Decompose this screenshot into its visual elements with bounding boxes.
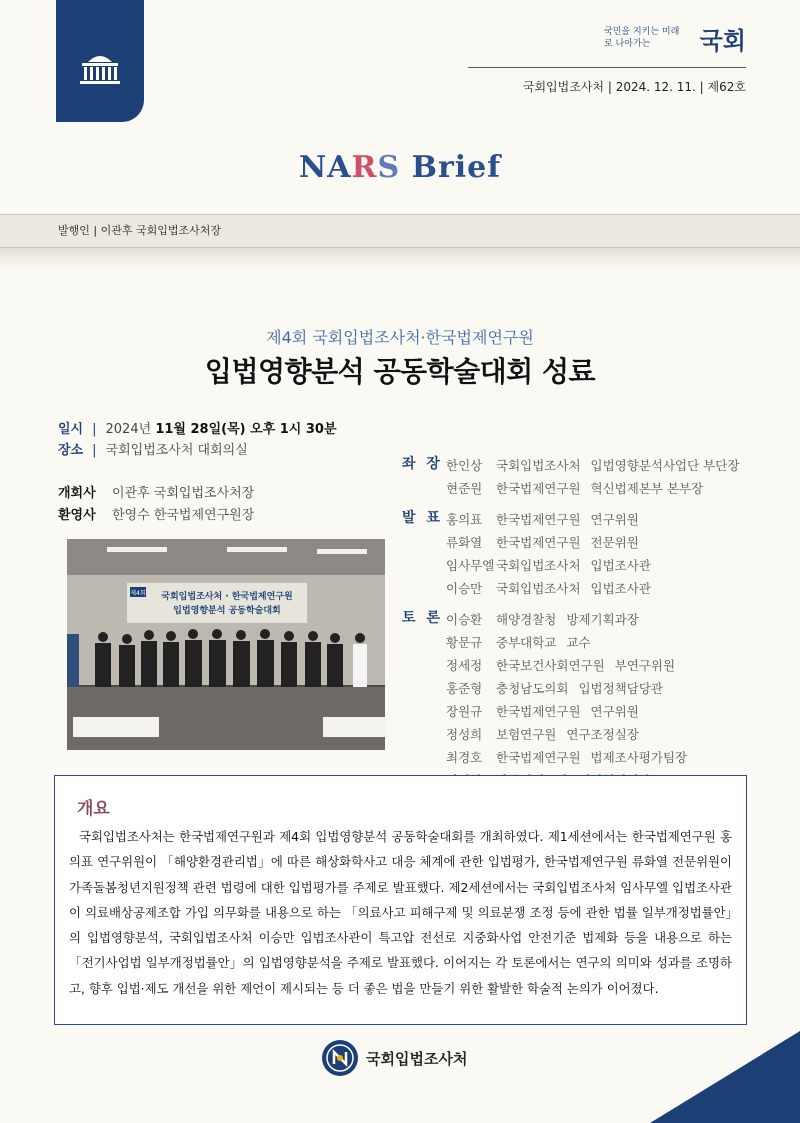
emblem-tab (56, 0, 144, 122)
publisher-value: 이관후 국회입법조사처장 (100, 224, 221, 237)
person-name: 이승만 (446, 580, 483, 596)
roster-person (446, 453, 762, 476)
banner-tag: 제4회 (130, 590, 146, 597)
footer-logo (322, 1040, 467, 1076)
person-role: 연구위원 (590, 511, 639, 527)
person-org: 한국법제연구원 (496, 703, 581, 719)
slogan-small: 국민을 지키는 미래로 나아가는 (604, 27, 680, 49)
issue-date: 2024. 12. 11. (615, 80, 696, 94)
person-name: 황문규 (446, 634, 483, 650)
roster-person (446, 699, 762, 722)
event-info (58, 418, 388, 526)
article-title: 입법영향분석 공동학술대회 성료 (204, 355, 596, 388)
person-role: 입법영향분석사업단 부단장 (590, 457, 740, 473)
publisher-label: 발행인 (58, 224, 90, 237)
summary-box (54, 775, 747, 1025)
person-org: 국회입법조사처 (496, 580, 581, 596)
person-role: 법제조사평가팀장 (590, 749, 688, 765)
roster-person (446, 607, 762, 630)
person-org: 국회입법조사처 (496, 557, 581, 573)
issue-line: 국회입법조사처 | 2024. 12. 11. | 제62호 (522, 80, 746, 94)
event-opening: 개회사 이관후 국회입법조사처장 (58, 486, 255, 501)
person-role: 입법조사관 (590, 580, 651, 596)
roster-group-label: 토 론 (402, 610, 443, 626)
issue-org: 국회입법조사처 (522, 80, 605, 94)
banner-line-2: 입법영향분석 공동학술대회 (173, 606, 281, 616)
person-name: 한인상 (446, 457, 483, 473)
publisher-shadow (0, 248, 800, 270)
footer-org-name: 국회입법조사처 (366, 1049, 468, 1068)
event-photo (67, 539, 385, 750)
assembly-building-icon (78, 50, 122, 86)
nars-brief-logo: NARS Brief (298, 150, 502, 185)
roster-person (446, 576, 762, 599)
participant-roster (402, 453, 762, 799)
person-org: 국회입법조사처 (496, 457, 581, 473)
roster-group (402, 607, 762, 791)
person-role: 입법정책담당관 (578, 680, 663, 696)
person-name: 임사무엘 (446, 557, 495, 573)
roster-group-label: 발 표 (402, 510, 443, 526)
person-role: 연구조정실장 (566, 726, 639, 742)
person-name: 홍준형 (446, 680, 483, 696)
person-role: 혁신법제본부 본부장 (590, 480, 704, 496)
article-subtitle: 제4회 국회입법조사처·한국법제연구원 (266, 328, 534, 347)
roster-person (446, 676, 762, 699)
person-org: 한국보건사회연구원 (496, 657, 605, 673)
person-name: 최경호 (446, 749, 483, 765)
person-org: 해양경찰청 (496, 611, 557, 627)
roster-person (446, 653, 762, 676)
person-role: 입법조사관 (590, 557, 651, 573)
person-org: 한국법제연구원 (496, 480, 581, 496)
summary-body: 국회입법조사처는 한국법제연구원과 제4회 입법영향분석 공동학술대회를 개최하였다. 제1세션에서는 한국법제연구원 홍의표 연구위원이 「해양환경관리법」에 따른 해상화학사고 대응 체계에 관한 입법평가, 한국법제연구원 류화열 전문위원이 가족돌봄청년지원정책 관련 법령에 대한 입법평가를 주제로 발표했다. 제2세션에서는 국회입법조사처 임사무엘 입법조사관이 의료배상공제조합 가입 의무화를 내용으로 하는 「의료사고 피해구제 및 의료분쟁 조정 등에 관한 법률 일부개정법률안」의 입법영향분석, 국회입법조사처 이승만 입법조사관이 특고압 전선로 지중화사업 안전기준 법제화 등을 내용으로 하는 「전기사업법 일부개정법률안」의 입법영향분석을 주제로 발표했다. 이어지는 각 토론에서는 연구의 의미와 성과를 조명하고, 향후 입법·제도 개선을 위한 제언이 제시되는 등 더 좋은 법을 만들기 위한 활발한 학술적 논의가 이어졌다. (69, 829, 732, 996)
person-role: 교수 (566, 634, 591, 650)
event-when: 일시 | 2024년 11월 28일(목) 오후 1시 30분 (58, 422, 337, 437)
roster-person (446, 553, 762, 576)
person-name: 정세정 (446, 657, 483, 673)
banner-line-1: 국회입법조사처 · 한국법제연구원 (161, 592, 293, 602)
roster-group-label: 좌 장 (402, 456, 443, 472)
person-name: 홍의표 (446, 511, 483, 527)
roster-person (446, 530, 762, 553)
roster-group (402, 507, 762, 599)
roster-group (402, 453, 762, 499)
person-name: 장원규 (446, 703, 483, 719)
summary-title: 개요 (77, 799, 110, 819)
corner-wedge (650, 1031, 800, 1123)
person-name: 이승환 (446, 611, 483, 627)
roster-person (446, 476, 762, 499)
person-role: 연구위원 (590, 703, 639, 719)
roster-person (446, 507, 762, 530)
roster-person (446, 722, 762, 745)
roster-person (446, 745, 762, 768)
person-name: 정성희 (446, 726, 483, 742)
person-org: 보험연구원 (496, 726, 557, 742)
slogan-logo: 국회 (699, 27, 746, 55)
slogan (604, 26, 746, 56)
person-org: 한국법제연구원 (496, 534, 581, 550)
person-name: 류화열 (446, 534, 483, 550)
publisher-bar: 발행인 | 이관후 국회입법조사처장 (0, 214, 800, 248)
person-name: 현준원 (446, 480, 483, 496)
event-welcome: 환영사 한영수 한국법제연구원장 (58, 508, 255, 523)
roster-person (446, 630, 762, 653)
person-role: 방제기획과장 (566, 611, 639, 627)
event-where: 장소 | 국회입법조사처 대회의실 (58, 443, 248, 458)
person-org: 한국법제연구원 (496, 511, 581, 527)
person-org: 한국법제연구원 (496, 749, 581, 765)
issue-number: 제62호 (707, 80, 746, 94)
person-role: 부연구위원 (614, 657, 676, 673)
person-org: 충청남도의회 (496, 680, 569, 696)
nars-emblem-icon (322, 1040, 358, 1076)
person-org: 중부대학교 (496, 634, 557, 650)
header-divider (468, 67, 746, 68)
person-role: 전문위원 (590, 534, 639, 550)
